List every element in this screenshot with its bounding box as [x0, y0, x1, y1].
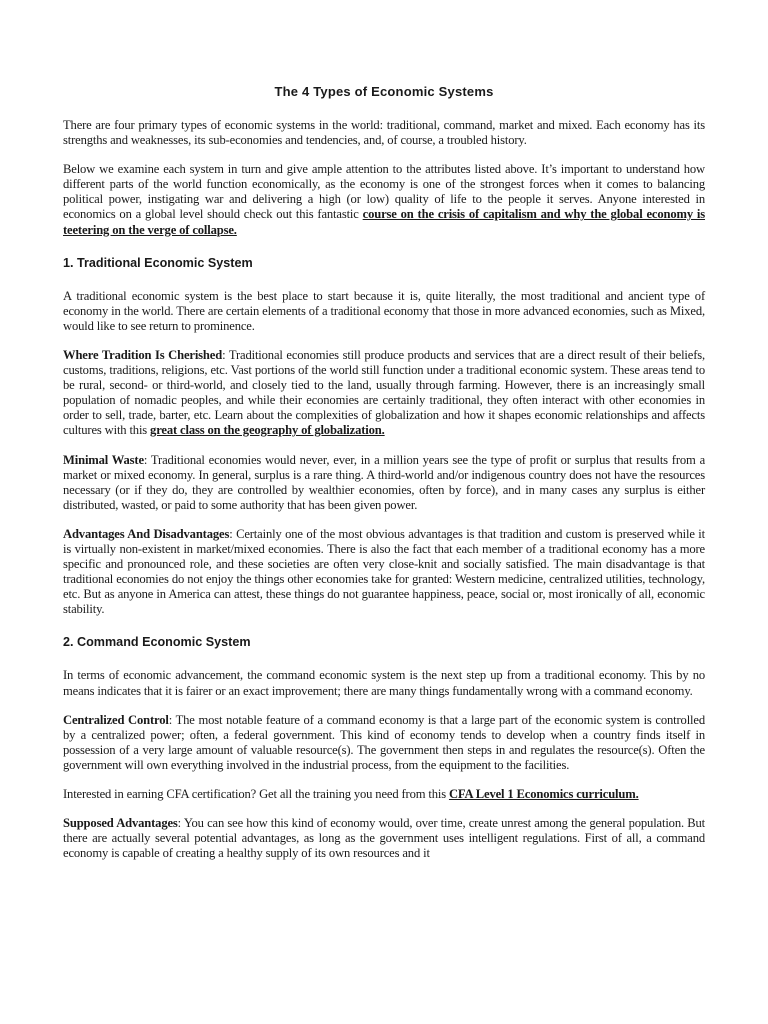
minimal-waste-text: : Traditional economies would never, ever, in a million years see the type of profit or surplus that results from a market or mixed economy. In general, surplus is a rare thing. A third-world and/or indigenous country does not have the resources necessary (or if they do, they are controlled by wealthier economies, often by force), and in many cases any surplus is either distributed, wasted, or paid to some authority that has been given power. [63, 452, 706, 512]
centralized-control-lead: Centralized Control [63, 712, 169, 727]
traditional-heading: 1. Traditional Economic System [63, 255, 253, 270]
advantages-text: : Certainly one of the most obvious advantages is that tradition and custom is preserved while it is virtually non-existent in market/mixed economies. There is also the fact that each member of a traditional economy has a more specific and pronounced role, and these societies are often very close-knit and socially satisfied. The main disadvantage is that traditional economies do not enjoy the things other economies take for granted: Western medicine, centralized utilities, technology, etc. But as anyone in America can attest, these things do not guarantee happiness, peace, social or, most ironically of all, economic stability. [63, 526, 705, 617]
centralized-control-paragraph [63, 713, 705, 773]
minimal-waste-paragraph [63, 453, 705, 513]
intro-paragraph-2-text: Below we examine each system in turn and give ample attention to the attributes listed above. It’s important to understand how different parts of the world function economically, as the economy is one of the strongest forces when it comes to balancing political power, instigating war and delivering a high (or low) quality of life to the people it serves. Anyone interested in economics on a global level should check out this fantastic [63, 162, 705, 222]
supposed-advantages-text: : You can see how this kind of economy would, over time, create unrest among the general population. But there are actually several potential advantages, as long as the government uses intelligent regulations. First of all, a command economy is capable of creating a healthy supply of its own resources and it [63, 816, 705, 861]
tradition-cherished-lead: Where Tradition Is Cherished [63, 347, 223, 362]
cfa-paragraph [63, 787, 705, 802]
advantages-paragraph [63, 527, 705, 618]
advantages-lead: Advantages And Disadvantages [63, 526, 230, 541]
cfa-text: Interested in earning CFA certification? Get all the training you need from this [63, 787, 449, 801]
page-title: The 4 Types of Economic Systems [274, 84, 494, 99]
centralized-control-text: : The most notable feature of a command economy is that a large part of the economic system is controlled by a centralized power; often, a federal government. This kind of economy tends to develop when a country finds itself in possession of a very large amount of valuable resource(s). The government then steps in and regulates the resource(s). Often the government will own everything involved in the industrial process, from the equipment to the facilities. [63, 712, 705, 772]
supposed-advantages-paragraph [63, 816, 705, 861]
document-page [63, 84, 705, 875]
intro-paragraph: There are four primary types of economic systems in the world: traditional, command, market and mixed. Each economy has its strengths and weaknesses, its sub-economies and tendencies, and, of course, a troubled history. [63, 118, 705, 148]
intro-paragraph-2 [63, 162, 705, 237]
command-intro: In terms of economic advancement, the command economic system is the next step up from a traditional economy. This by no means indicates that it is fairer or an exact improvement; there are many things fundamentally wrong with a command economy. [63, 668, 705, 698]
command-heading: 2. Command Economic System [63, 635, 251, 650]
tradition-cherished-paragraph [63, 348, 705, 439]
cfa-curriculum-link[interactable]: CFA Level 1 Economics curriculum. [448, 787, 639, 801]
globalization-class-link[interactable]: great class on the geography of globalization. [150, 423, 385, 438]
traditional-intro: A traditional economic system is the best place to start because it is, quite literally, the most traditional and ancient type of economy in the world. There are certain elements of a traditional economy that those in more advanced economies, such as Mixed, would like to see return to prominence. [63, 288, 705, 333]
capitalism-course-link[interactable]: course on the crisis of capitalism and why the global economy is teetering on the verge of collapse. [63, 207, 706, 237]
supposed-advantages-lead: Supposed Advantages [63, 816, 178, 831]
tradition-cherished-text: : Traditional economies still produce products and services that are a direct result of their beliefs, customs, traditions, religions, etc. Vast portions of the world still function under a traditional economic system. These areas tend to be rural, second- or third-world, and closely tied to the land, usually through farming. However, there is an increasingly small population of nomadic peoples, and while their economies are certainly traditional, they often interact with other economies in order to sell, trade, barter, etc. Learn about the complexities of globalization and how it shapes economic relationships and affects cultures with this [63, 347, 705, 438]
minimal-waste-lead: Minimal Waste [63, 452, 144, 467]
